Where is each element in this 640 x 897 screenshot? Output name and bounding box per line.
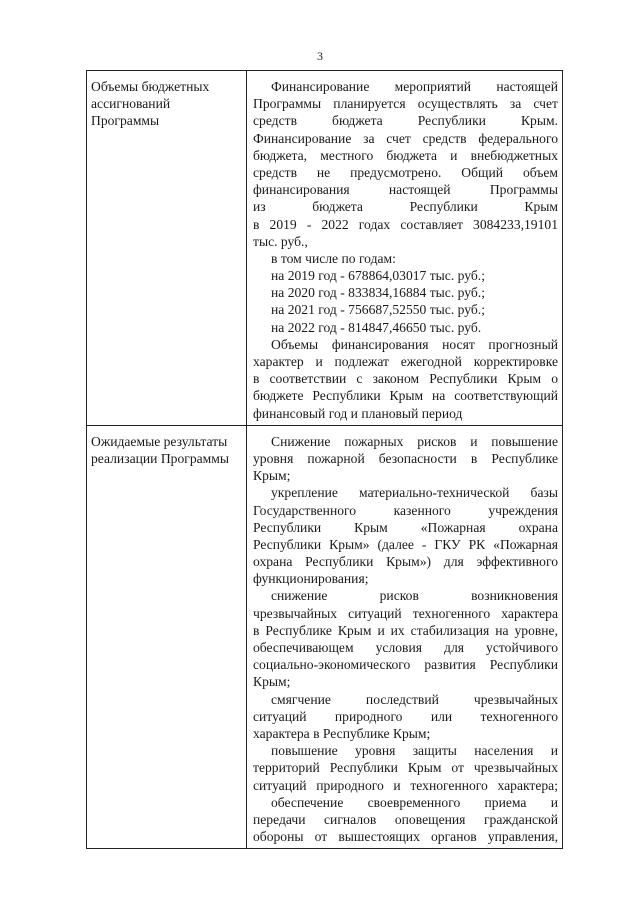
row-label-line: Программы [91,113,160,129]
page-number: 3 [317,49,323,63]
text-line: Государственного казенного учреждения [253,502,558,518]
text-line: на 2022 год - 814847,46650 тыс. руб. [271,319,482,335]
text-line: Финансирование за счет средств федерального [253,130,558,146]
row-label-budget [87,71,247,426]
text-line: обеспечивающем условия для устойчивого [253,640,558,655]
text-line: уровня пожарной безопасности в Республике [253,450,558,466]
text-line: повышение уровня защиты населения и [271,743,558,759]
text-line: Финансирование мероприятий настоящей [271,79,558,94]
text-line: на 2020 год - 833834,16884 тыс. руб.; [271,285,485,301]
text-line: передачи сигналов оповещения гражданской [253,811,558,827]
text-line: снижение рисков возникновения [271,588,558,604]
text-line: укрепление материально-технической базы [271,485,558,501]
text-line: смягчение последствий чрезвычайных [271,691,558,707]
text-line: ситуаций природного и техногенного характера; [253,777,558,793]
text-line: Крым; [253,674,291,690]
text-line: характера в Республике Крым; [253,725,431,741]
text-line: средств не предусмотрено. Общий объем [253,164,558,180]
program-passport-table [86,70,563,849]
text-line: бюджета, местного бюджета и внебюджетных [253,147,558,163]
text-line: в 2019 - 2022 годах составляет 3084233,19101 [253,216,558,232]
text-line: Республики Крым» (далее - ГКУ РК «Пожарная [253,536,558,552]
row-content-budget [247,71,563,426]
text-line: тыс. руб., [253,233,308,249]
text-line: бюджете Республики Крым на соответствующий [253,388,558,404]
text-line: чрезвычайных ситуаций техногенного характера [253,605,558,621]
text-line: Объемы финансирования носят прогнозный [271,336,558,352]
row-label-line: реализации Программы [91,450,229,466]
text-line: средств бюджета Республики Крым. [253,113,558,129]
row-label-line: ассигнований [91,96,171,112]
row-label-line: Объемы бюджетных [91,79,210,94]
text-line: Республики Крым «Пожарная охрана [253,519,558,535]
text-line: функционирования; [253,571,369,587]
table-row-results [87,425,563,849]
text-line: на 2021 год - 756687,52550 тыс. руб.; [271,302,485,318]
row-content-results [247,425,563,849]
text-line: обороны от вышестоящих органов управления, [253,829,558,845]
text-line: финансирования настоящей Программы [253,182,558,198]
text-line: Программы планируется осуществлять за счет [253,96,558,112]
text-line: на 2019 год - 678864,03017 тыс. руб.; [271,268,485,284]
text-line: социально-экономического развития Республики [253,657,558,673]
text-line: характер и подлежат ежегодной корректировке [253,354,558,369]
text-line: Снижение пожарных рисков и повышение [271,433,558,449]
row-label-line: Ожидаемые результаты [91,433,228,449]
text-line: ситуаций природного или техногенного [253,708,558,724]
text-line: в Республике Крым и их стабилизация на уровне, [253,622,558,638]
table-row-budget [87,71,563,426]
text-line: Крым; [253,468,291,484]
text-line: в соответствии с законом Республики Крым о [253,371,558,387]
text-line: финансовый год и плановый период [253,405,463,421]
text-line: территорий Республики Крым от чрезвычайных [253,760,558,776]
row-label-results [87,425,247,849]
scan-speck: · · [486,842,494,851]
text-line: из бюджета Республики Крым [253,199,558,215]
text-line: обеспечение своевременного приема и [271,794,558,810]
text-line: охрана Республики Крым») для эффективного [253,554,558,570]
text-line: в том числе по годам: [271,250,396,266]
